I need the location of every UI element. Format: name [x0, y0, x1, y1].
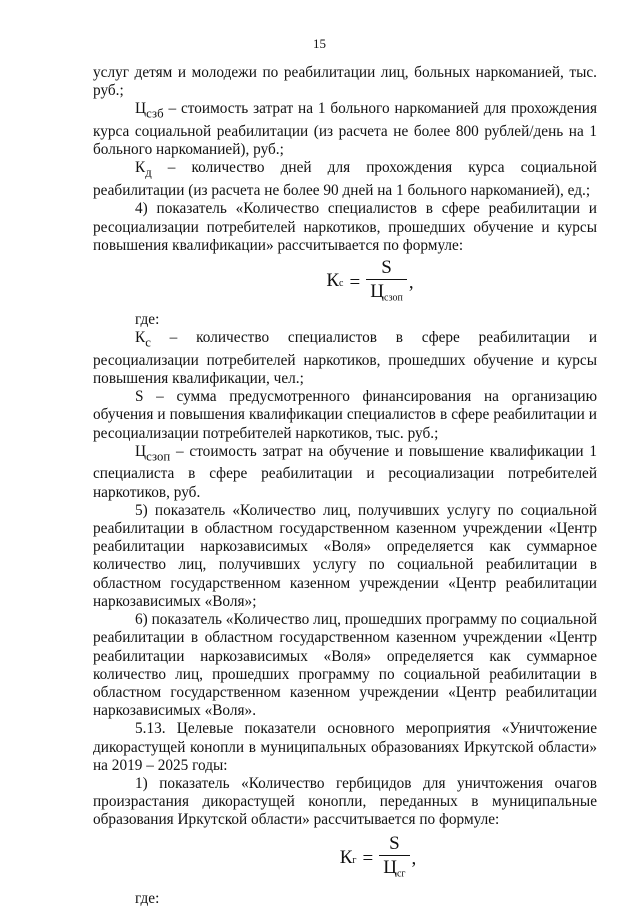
- formula-fraction: [366, 257, 407, 310]
- where-label: где:: [135, 889, 160, 907]
- formula-numerator: S: [389, 833, 400, 855]
- symbol-c-szop: $Ц_{сзоп}$: [135, 442, 171, 464]
- formula-denominator: $Ц_{сзоп}$: [366, 279, 407, 310]
- formula-comma: ,: [408, 271, 414, 293]
- paragraph-continuation: услуг детям и молодежи по реабилитации лиц, больных наркоманией, тыс. руб.;: [93, 64, 597, 100]
- paragraph-k-c-definition: $К_с$ – количество специалистов в сфере реабилитации и ресоциализации потребителей наркотиков, прошедших обучение и курсы повышения квалификации, чел.;: [93, 329, 598, 387]
- symbol-c-szb: $Ц_{сзб}$: [135, 100, 164, 121]
- formula-numerator: S: [381, 256, 392, 278]
- paragraph-indicator-6: 6) показатель «Количество лиц, прошедших программу по социальной реабилитации в областном государственном казенном учреждении «Центр реабилитации наркозависимых «Воля» определяется как суммарное количество лиц, прошедших программу по социальной реабилитации в областном государственном казенном учреждении «Центр реабилитации наркозависимых «Воля».: [93, 611, 597, 720]
- formula-denominator: $Ц_{сг}$: [379, 855, 409, 886]
- paragraph-section-5-13: 5.13. Целевые показатели основного мероприятия «Уничтожение дикорастущей конопли в муниципальных образованиях Иркутской области» на 2019 – 2025 годы:: [93, 720, 597, 774]
- formula-lhs: К г: [339, 846, 357, 868]
- paragraph-indicator-1: 1) показатель «Количество гербицидов для уничтожения очагов произрастания дикорастущей конопли, переданных в муниципальные образования Иркутской области» рассчитывается по формуле:: [93, 774, 597, 829]
- document-body: [93, 64, 597, 908]
- formula-k-c: [143, 255, 597, 311]
- paragraph-indicator-4: 4) показатель «Количество специалистов в сфере реабилитации и ресоциализации потребителей наркотиков, прошедших обучение и курсы повышения квалификации» рассчитывается по формуле:: [93, 200, 597, 254]
- formula-equals: =: [362, 848, 374, 870]
- formula-comma: ,: [411, 848, 417, 870]
- where-label: где:: [135, 310, 160, 328]
- formula-lhs: К с: [326, 270, 344, 292]
- paragraph-c-szop-definition: $Ц_{сзоп}$ – стоимость затрат на обучение и повышение квалификации 1 специалиста в сфере реабилитации и ресоциализации потребителей наркотиков, руб.: [93, 442, 597, 501]
- paragraph-s-definition: S – сумма предусмотренного финансирования на организацию обучения и повышения квалификации специалистов в сфере реабилитации и ресоциализации потребителей наркотиков, тыс. руб.;: [93, 388, 597, 442]
- symbol-k-d: $К_д$: [135, 159, 152, 180]
- formula-k-g: [159, 830, 597, 890]
- formula-fraction: [379, 833, 409, 886]
- paragraph-indicator-5: 5) показатель «Количество лиц, получивших услугу по социальной реабилитации в областном государственном казенном учреждении «Центр реабилитации наркозависимых «Воля» определяется как суммарное количество лиц, получивших услугу по социальной реабилитации в областном государственном казенном учреждении «Центр реабилитации наркозависимых «Воля»;: [93, 501, 597, 610]
- symbol-k-c: $К_с$: [135, 329, 151, 350]
- paragraph-k-d-definition: $К_д$ – количество дней для прохождения курса социальной реабилитации (из расчета не более 90 дней на 1 больного наркоманией), ед.;: [93, 159, 597, 200]
- page-number: 15: [313, 36, 326, 51]
- paragraph-c-szb-definition: $Ц_{сзб}$ – стоимость затрат на 1 больного наркоманией для прохождения курса социальной реабилитации (из расчета не более 800 рублей/день на 1 больного наркоманией), руб.;: [93, 100, 597, 159]
- formula-equals: =: [349, 271, 361, 293]
